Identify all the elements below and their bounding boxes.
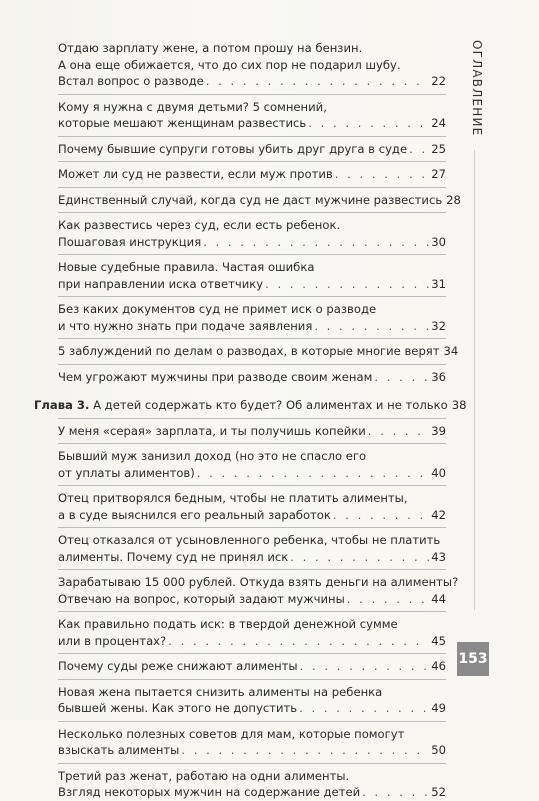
toc-entry bbox=[34, 490, 446, 523]
toc-entry-text: Пошаговая инструкция bbox=[58, 234, 202, 249]
toc-entry bbox=[34, 259, 446, 292]
side-rule bbox=[474, 150, 475, 610]
dot-leader bbox=[299, 700, 429, 717]
toc-chapter bbox=[34, 397, 467, 414]
entry-separator bbox=[58, 296, 446, 297]
table-of-contents bbox=[34, 40, 467, 801]
entry-separator bbox=[58, 679, 446, 680]
toc-page-number: 45 bbox=[431, 633, 446, 648]
toc-entry-line: Третий раз женат, работаю на одни алименты. bbox=[58, 768, 350, 783]
toc-entry-line: Новая жена пытается снизить алименты на ребенка bbox=[58, 684, 383, 699]
toc-entry-text: от уплаты алиментов) bbox=[58, 465, 195, 480]
toc-entry bbox=[34, 217, 446, 250]
toc-page-number: 46 bbox=[431, 659, 446, 673]
toc-entry-last-line bbox=[58, 369, 446, 386]
toc-entry-last-line bbox=[58, 507, 446, 524]
toc-entry-text: или в процентах? bbox=[58, 633, 167, 648]
toc-entry-text: Может ли суд не развести, если муж против bbox=[58, 167, 333, 181]
toc-entry bbox=[34, 574, 459, 607]
toc-entry-last-line bbox=[58, 73, 446, 90]
toc-entry bbox=[34, 423, 446, 440]
dot-leader bbox=[308, 115, 429, 132]
entry-separator bbox=[58, 763, 446, 764]
toc-entry-line: Бывший муж занизил доход (но это не спасло его bbox=[58, 449, 367, 463]
toc-entry-text: Взгляд некоторых мужчин на содержание детей bbox=[58, 785, 361, 799]
toc-page-number: 34 bbox=[443, 344, 459, 358]
dot-leader bbox=[333, 507, 429, 524]
toc-page-number: 44 bbox=[431, 591, 446, 606]
toc-entry-line: Несколько полезных советов для мам, которые помогут bbox=[58, 726, 405, 741]
dot-leader bbox=[374, 369, 429, 386]
toc-entry-last-line bbox=[58, 141, 446, 158]
toc-entry-last-line bbox=[58, 549, 446, 566]
dot-leader bbox=[300, 658, 430, 675]
toc-entry-line: А она еще обижается, что до сих пор не подарил шубу. bbox=[58, 57, 401, 72]
toc-page-number: 50 bbox=[431, 743, 446, 757]
toc-entry-line: Новые судебные правила. Частая ошибка bbox=[58, 260, 315, 274]
entry-separator bbox=[58, 569, 446, 570]
toc-page-number: 42 bbox=[431, 507, 446, 522]
toc-entry bbox=[34, 40, 446, 90]
toc-entry-last-line bbox=[58, 423, 446, 440]
entry-separator bbox=[58, 187, 446, 188]
toc-entry-last-line bbox=[58, 700, 446, 717]
toc-entry bbox=[34, 658, 446, 675]
dot-leader bbox=[368, 423, 429, 440]
toc-page-number: 22 bbox=[431, 74, 446, 88]
toc-entry-last-line bbox=[58, 192, 461, 209]
toc-page-number: 30 bbox=[431, 234, 446, 249]
toc-page-number: 40 bbox=[431, 465, 446, 480]
toc-entry-last-line bbox=[58, 276, 446, 293]
toc-entry bbox=[34, 99, 446, 132]
dot-leader bbox=[181, 742, 429, 759]
toc-entry-last-line bbox=[58, 234, 446, 251]
entry-separator bbox=[58, 611, 446, 612]
toc-page-number: 31 bbox=[431, 276, 446, 291]
toc-entry-last-line bbox=[58, 465, 446, 482]
toc-entry bbox=[34, 301, 446, 334]
toc-entry-line: Зарабатываю 15 000 рублей. Откуда взять деньги на алименты? bbox=[58, 575, 459, 589]
toc-entry bbox=[34, 141, 446, 158]
toc-entry-text: У меня «серая» зарплата, и ты получишь копейки bbox=[58, 423, 366, 438]
toc-entry bbox=[34, 616, 446, 649]
entry-separator bbox=[58, 653, 446, 654]
toc-page-number: 32 bbox=[431, 318, 446, 333]
toc-page-number: 36 bbox=[431, 369, 446, 384]
entry-separator bbox=[58, 161, 446, 162]
toc-entry-last-line bbox=[58, 658, 446, 675]
dot-leader bbox=[362, 784, 429, 801]
dot-leader bbox=[203, 234, 429, 251]
toc-entry-text: которые мешают женщинам развестись bbox=[58, 116, 307, 130]
page-number: 153 bbox=[457, 642, 489, 676]
dot-leader bbox=[206, 73, 429, 90]
entry-separator bbox=[58, 443, 446, 444]
toc-entry-text: при направлении иска ответчику bbox=[58, 276, 264, 291]
toc-entry bbox=[34, 192, 461, 209]
dot-leader bbox=[314, 318, 429, 335]
chapter-label: Глава 3. bbox=[34, 398, 90, 412]
dot-leader bbox=[290, 549, 429, 566]
entry-separator bbox=[58, 338, 446, 339]
toc-page-number: 52 bbox=[431, 785, 446, 799]
dot-leader bbox=[409, 141, 429, 158]
toc-entry-text: бывшей жены. Как этого не допустить bbox=[58, 701, 298, 715]
entry-separator bbox=[58, 212, 446, 213]
toc-entry-line: Отдаю зарплату жене, а потом прошу на бензин. bbox=[58, 41, 363, 55]
toc-entry bbox=[34, 726, 446, 759]
toc-page-number: 27 bbox=[431, 167, 446, 181]
entry-separator bbox=[58, 254, 446, 255]
chapter-gap bbox=[34, 385, 446, 397]
toc-entry-last-line bbox=[58, 318, 446, 335]
toc-entry-text: и что нужно знать при подаче заявления bbox=[58, 318, 313, 333]
toc-entry-last-line bbox=[58, 343, 459, 360]
toc-entry-line: Как развестись через суд, если есть ребенок. bbox=[58, 218, 341, 232]
toc-entry-last-line bbox=[58, 115, 446, 132]
toc-entry-text: алименты. Почему суд не принял иск bbox=[58, 549, 289, 564]
toc-entry-text: Почему суды реже снижают алименты bbox=[58, 659, 298, 673]
entry-separator bbox=[58, 418, 446, 419]
side-title: ОГЛАВЛЕНИЕ bbox=[470, 40, 484, 137]
toc-entry bbox=[34, 768, 446, 801]
toc-entry-line: Отец отказался от усыновленного ребенка, чтобы не платить bbox=[58, 533, 441, 547]
toc-page-number: 43 bbox=[431, 549, 446, 564]
toc-entry bbox=[34, 532, 446, 565]
toc-page-number: 24 bbox=[431, 116, 446, 130]
toc-entry-text: Отвечаю на вопрос, который задают мужчины bbox=[58, 591, 345, 606]
toc-entry-last-line bbox=[34, 397, 467, 414]
dot-leader bbox=[168, 633, 429, 650]
toc-page-number: 25 bbox=[431, 141, 446, 156]
toc-entry-text: Почему бывшие супруги готовы убить друг друга в суде bbox=[58, 141, 408, 156]
toc-entry-text: А детей содержать кто будет? Об алиментах и не только bbox=[93, 398, 448, 412]
toc-page-number: 38 bbox=[451, 398, 467, 412]
toc-page-number: 49 bbox=[431, 701, 446, 715]
toc-entry-text: Чем угрожают мужчины при разводе своим женам bbox=[58, 369, 373, 384]
entry-separator bbox=[58, 94, 446, 95]
toc-page-number: 39 bbox=[431, 423, 446, 438]
dot-leader bbox=[335, 166, 429, 183]
toc-entry-last-line bbox=[58, 166, 446, 183]
toc-entry-last-line bbox=[58, 633, 446, 650]
toc-entry-last-line bbox=[58, 591, 446, 608]
toc-entry-text: Встал вопрос о разводе bbox=[58, 74, 204, 88]
toc-entry-text: Единственный случай, когда суд не даст мужчине развестись bbox=[58, 192, 443, 207]
toc-entry bbox=[34, 369, 446, 386]
toc-entry bbox=[34, 684, 446, 717]
toc-entry bbox=[34, 343, 459, 360]
dot-leader bbox=[265, 276, 429, 293]
toc-entry-text: а в суде выяснился его реальный заработок bbox=[58, 507, 331, 522]
toc-entry-text: 5 заблуждений по делам о разводах, в которые многие верят bbox=[58, 344, 440, 358]
toc-entry-line: Отец притворялся бедным, чтобы не платить алименты, bbox=[58, 491, 408, 505]
toc-entry-line: Кому я нужна с двумя детьми? 5 сомнений, bbox=[58, 99, 327, 114]
toc-entry-last-line bbox=[58, 784, 446, 801]
entry-separator bbox=[58, 364, 446, 365]
toc-entry-line: Как правильно подать иск: в твердой денежной сумме bbox=[58, 617, 398, 631]
toc-entry bbox=[34, 448, 446, 481]
toc-entry-text: взыскать алименты bbox=[58, 743, 180, 757]
dot-leader bbox=[347, 591, 429, 608]
entry-separator bbox=[58, 527, 446, 528]
entry-separator bbox=[58, 721, 446, 722]
entry-separator bbox=[58, 485, 446, 486]
toc-entry bbox=[34, 166, 446, 183]
toc-entry-last-line bbox=[58, 742, 446, 759]
toc-entry-line: Без каких документов суд не примет иск о разводе bbox=[58, 302, 377, 316]
dot-leader bbox=[197, 465, 429, 482]
toc-page-number: 28 bbox=[446, 192, 461, 207]
entry-separator bbox=[58, 136, 446, 137]
